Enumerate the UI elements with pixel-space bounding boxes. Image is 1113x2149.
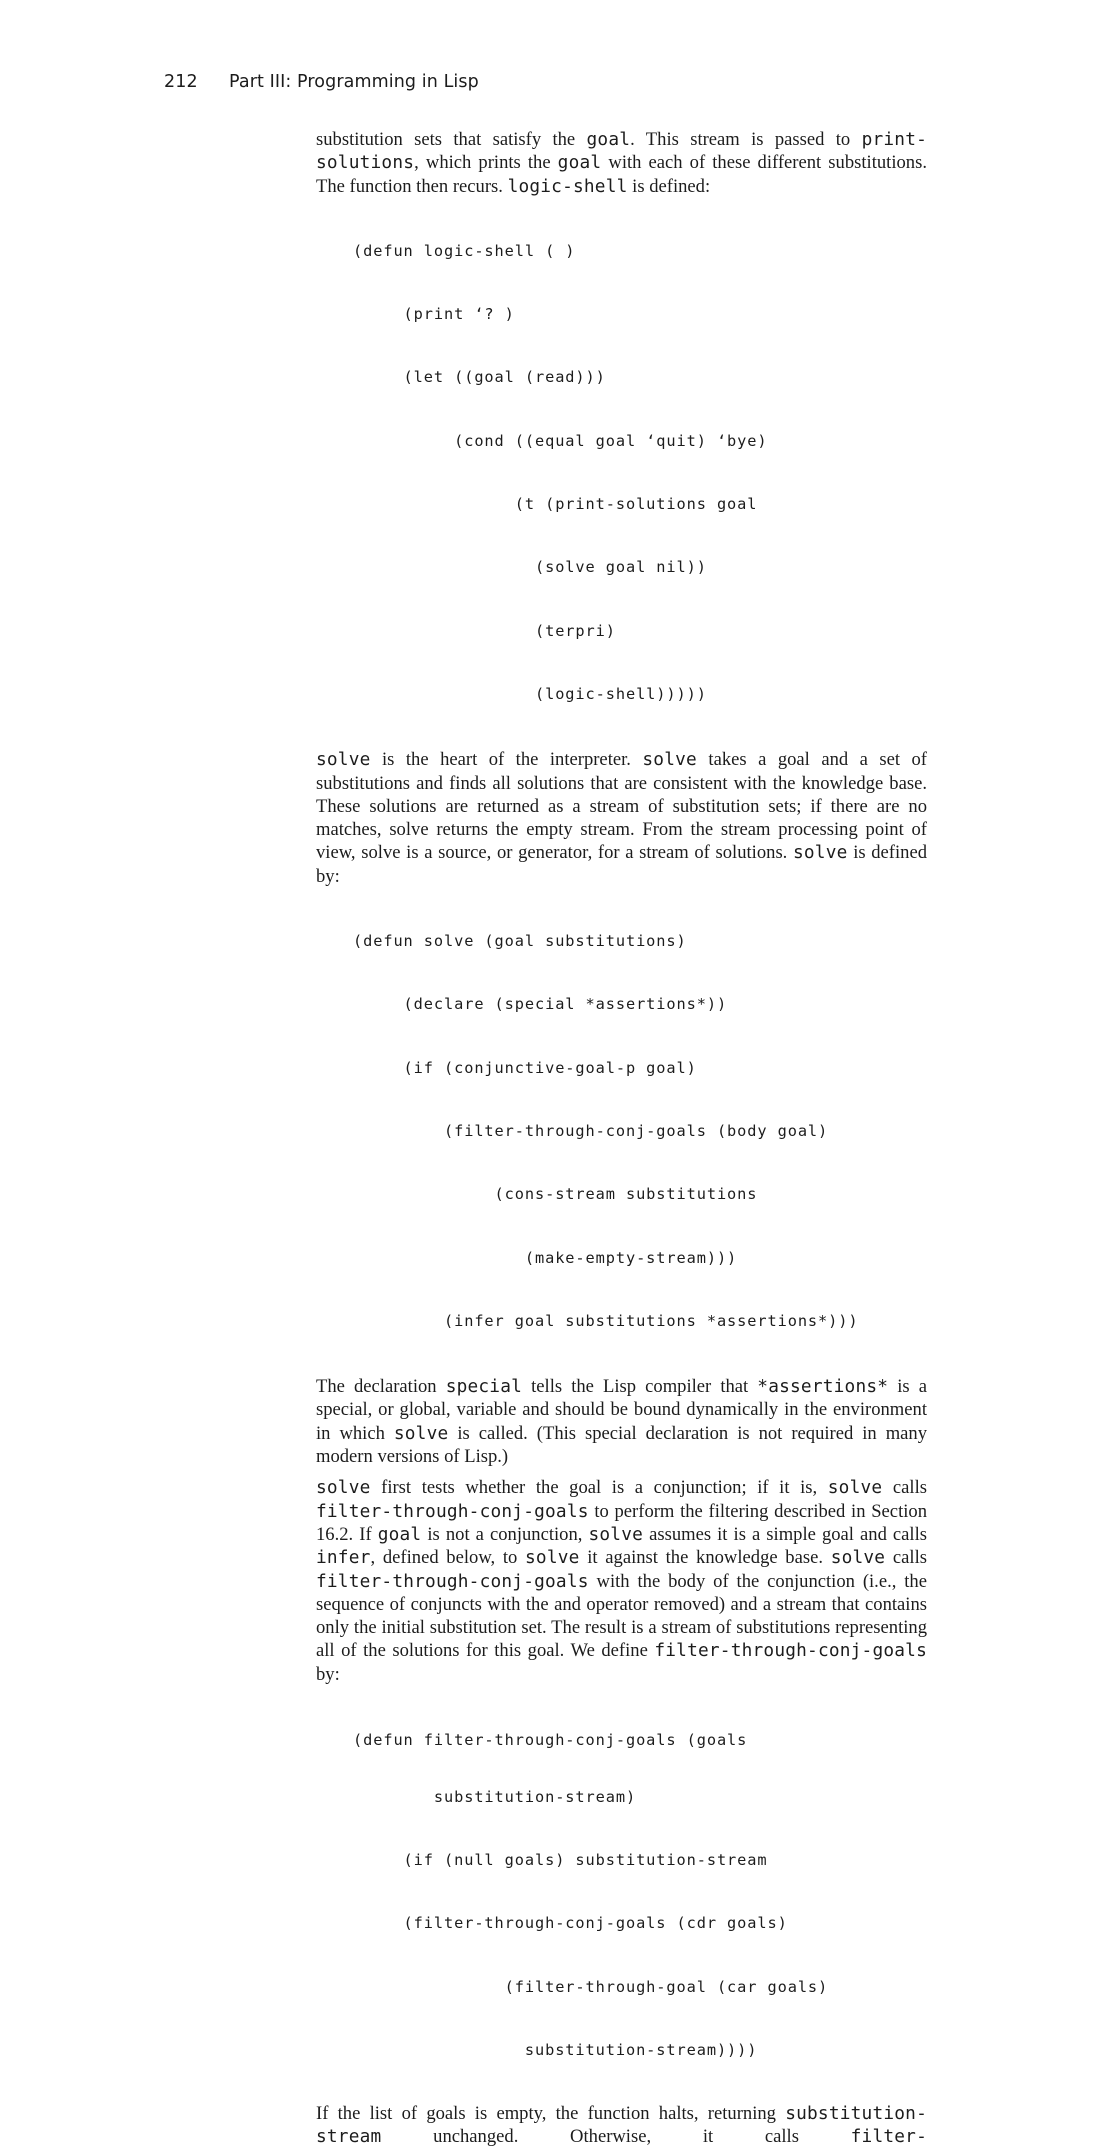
text-run: is called. (This special declaration is not required in many modern versions of Lisp.): [316, 1422, 928, 1468]
code-line: (defun solve (goal substitutions): [353, 932, 687, 951]
code-line: (filter-through-goal (car goals): [353, 1977, 829, 1996]
paragraph: [316, 2102, 927, 2149]
code-line: (if (conjunctive-goal-p goal): [353, 1058, 697, 1077]
code-term: solve: [830, 1547, 886, 1569]
text-run: tells the Lisp compiler that: [522, 1376, 758, 1398]
code-term: goal: [586, 129, 631, 150]
code-term: filter-through-conj-goals: [654, 1640, 927, 1662]
code-term: infer: [316, 1547, 371, 1569]
code-term: logic-shell: [507, 175, 628, 197]
text-run: , which prints the: [414, 152, 558, 174]
code-line: substitution-stream)))): [353, 2040, 758, 2059]
text-run: substitution sets that satisfy the: [316, 129, 587, 150]
text-run: is the heart of the interpreter.: [370, 749, 643, 771]
code-line: (terpri): [353, 621, 616, 640]
page-number: 212: [164, 72, 198, 92]
text-run: it against the knowledge base.: [579, 1547, 831, 1569]
text-run: is defined by:: [316, 842, 928, 887]
text-run: calls: [885, 1547, 927, 1569]
code-line: (filter-through-conj-goals (body goal): [353, 1121, 829, 1140]
text-run: to perform the filtering described in Section 16.2. If: [316, 1500, 927, 1545]
code-term: solve: [588, 1523, 644, 1545]
text-run: . This stream is passed to: [630, 129, 862, 150]
code-line: (cons-stream substitutions: [353, 1185, 758, 1204]
code-line: (logic-shell))))): [353, 684, 707, 703]
text-run: is a special, or global, variable and should be bound dynamically in the environment in which: [316, 1376, 928, 1444]
text-run: If the list of goals is empty, the function halts, returning: [316, 2103, 786, 2125]
code-block-solve: [353, 892, 927, 1371]
code-term: solve: [793, 842, 848, 864]
code-term: *assertions*: [757, 1376, 889, 1398]
code-block-logic-shell: [353, 202, 927, 744]
code-term: substitution-stream: [316, 2103, 927, 2148]
text-run: assumes it is a simple goal and calls: [643, 1523, 927, 1545]
text-run: with the body of the conjunction (i.e., the sequence of conjuncts with the and operator removed) and a stream that contains only the initial substitution set. The result is a stream of substitutions representing all of the solutions for this goal. We define: [316, 1570, 927, 1662]
text-run: by:: [316, 1663, 340, 1685]
code-term: solve: [316, 749, 371, 771]
code-line: (if (null goals) substitution-stream: [353, 1850, 768, 1869]
text-run: The declaration: [316, 1376, 446, 1398]
paragraph: [316, 1476, 927, 1686]
code-term: solve: [827, 1477, 883, 1499]
paragraph: [316, 128, 927, 198]
paragraph: [316, 748, 927, 888]
code-term: solve: [525, 1547, 580, 1569]
code-term: solve: [642, 749, 697, 771]
running-header: [164, 72, 479, 92]
text-run: is defined:: [627, 175, 711, 197]
code-line: (filter-through-conj-goals (cdr goals): [353, 1914, 788, 1933]
text-run: with each of these different substitutions. The function then recurs.: [316, 152, 927, 197]
code-line: (let ((goal (read))): [353, 368, 606, 387]
text-run: first tests whether the goal is a conjunction; if it is,: [370, 1477, 828, 1499]
text-run: unchanged. Otherwise, it calls: [381, 2126, 851, 2148]
code-line: (solve goal nil)): [353, 558, 707, 577]
code-line: (declare (special *assertions*)): [353, 995, 728, 1014]
running-title: Part III: Programming in Lisp: [229, 72, 479, 92]
code-term: solve: [393, 1422, 449, 1444]
code-line: (defun filter-through-conj-goals (goals: [353, 1730, 748, 1749]
text-run: , defined below, to: [370, 1547, 526, 1569]
code-term: goal: [377, 1523, 422, 1545]
text-run: takes a goal and a set of substitutions and finds all solutions that are consistent with the knowledge base. These solutions are returned as a stream of substitution sets; if there are no matches, solve returns the empty stream. From the stream processing point of view, solve is a source, or generator, for a stream of solutions.: [316, 749, 927, 864]
code-term: filter-through-conj-goals: [316, 1570, 589, 1592]
code-term: special: [445, 1376, 523, 1398]
code-line: (print ‘? ): [353, 305, 515, 324]
page-body: [316, 128, 927, 2149]
code-term: solve: [316, 1477, 371, 1499]
code-line: (defun logic-shell ( ): [353, 241, 576, 260]
code-block-filter-through-conj-goals: [353, 1694, 927, 2100]
code-line: substitution-stream): [353, 1787, 637, 1806]
code-term: goal: [557, 152, 602, 174]
text-run: calls: [882, 1477, 927, 1499]
paragraph: [316, 1375, 927, 1468]
code-line: (t (print-solutions goal: [353, 495, 758, 514]
code-term: filter-through-conj-goals: [316, 1500, 589, 1522]
code-line: (cond ((equal goal ‘quit) ‘bye): [353, 431, 768, 450]
code-line: (make-empty-stream))): [353, 1248, 738, 1267]
code-line: (infer goal substitutions *assertions*))): [353, 1311, 859, 1330]
text-run: is not a conjunction,: [421, 1523, 589, 1545]
code-term: filter-: [850, 2126, 927, 2148]
code-term: print-solutions: [316, 129, 928, 174]
